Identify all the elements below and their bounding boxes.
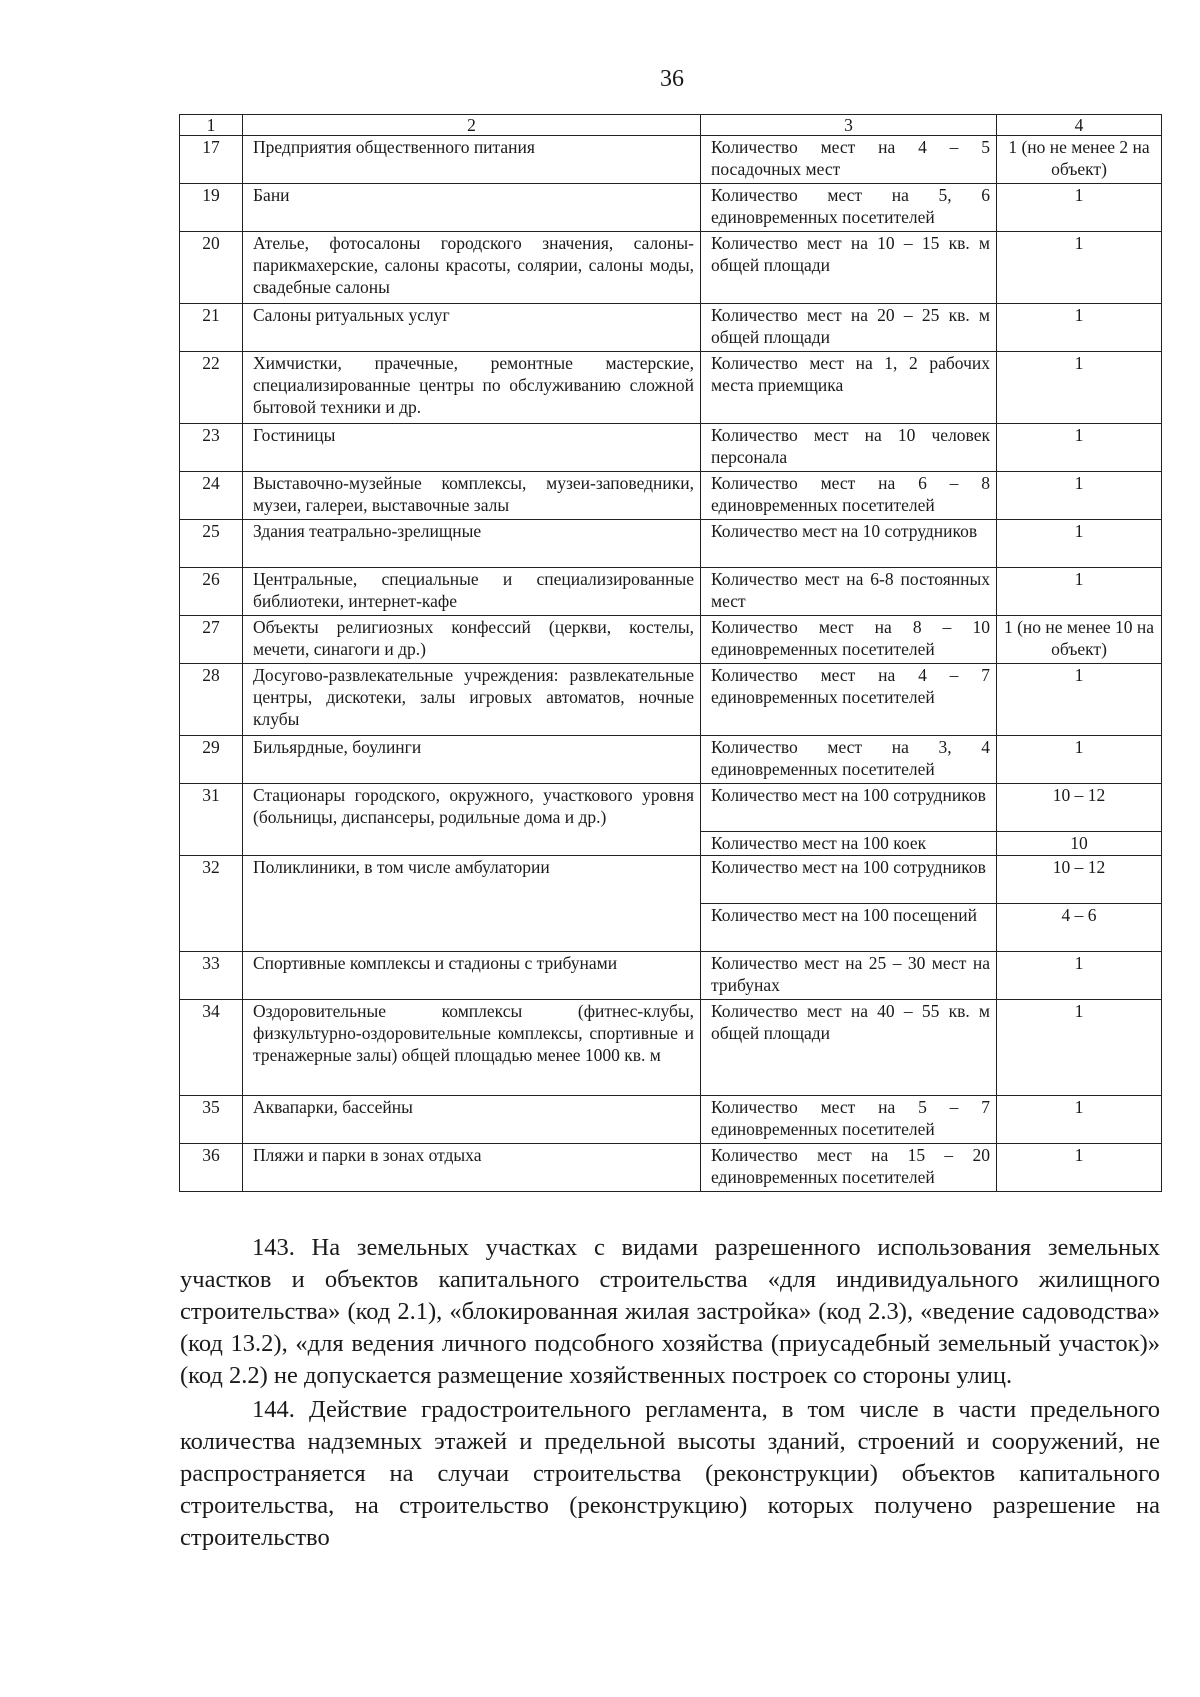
row-number: 28	[180, 664, 243, 736]
calc-unit: Количество мест на 20 – 25 кв. м общей площади	[701, 304, 997, 352]
norm-value: 1	[997, 232, 1162, 304]
calc-unit: Количество мест на 10 сотрудников	[701, 520, 997, 568]
row-number: 34	[180, 1000, 243, 1096]
object-name: Салоны ритуальных услуг	[243, 304, 701, 352]
norm-value: 1	[997, 952, 1162, 1000]
object-name: Аквапарки, бассейны	[243, 1096, 701, 1144]
paragraph-143: 143. На земельных участках с видами разрешенного использования земельных участков и объектов капитального строительства «для индивидуального жилищного строительства» (код 2.1), «блокированная жилая застройка» (код 2.3), «ведение садоводства» (код 13.2), «для ведения личного подсобного хозяйства (приусадебный земельный участок)» (код 2.2) не допускается размещение хозяйственных построек со стороны улиц.	[180, 1234, 1160, 1389]
object-name: Бани	[243, 184, 701, 232]
table-row	[180, 520, 1162, 568]
table-row	[180, 784, 1162, 832]
object-name: Оздоровительные комплексы (фитнес-клубы, физкультурно-оздоровительные комплексы, спортивные и тренажерные залы) общей площадью менее 1000 кв. м	[243, 1000, 701, 1096]
norm-value: 1	[997, 1096, 1162, 1144]
row-number: 19	[180, 184, 243, 232]
norm-value: 1	[997, 568, 1162, 616]
table-row	[180, 952, 1162, 1000]
norm-value: 1	[997, 520, 1162, 568]
row-number: 27	[180, 616, 243, 664]
row-number: 29	[180, 736, 243, 784]
table-row	[180, 616, 1162, 664]
norm-value: 1	[997, 664, 1162, 736]
calc-unit: Количество мест на 25 – 30 мест на трибунах	[701, 952, 997, 1000]
object-name: Ателье, фотосалоны городского значения, салоны-парикмахерские, салоны красоты, солярии, салоны моды, свадебные салоны	[243, 232, 701, 304]
norm-value: 1	[997, 184, 1162, 232]
object-name: Выставочно-музейные комплексы, музеи-заповедники, музеи, галереи, выставочные залы	[243, 472, 701, 520]
object-name: Досугово-развлекательные учреждения: развлекательные центры, дискотеки, залы игровых автоматов, ночные клубы	[243, 664, 701, 736]
object-name: Центральные, специальные и специализированные библиотеки, интернет-кафе	[243, 568, 701, 616]
calc-unit: Количество мест на 3, 4 единовременных посетителей	[701, 736, 997, 784]
norm-value: 1	[997, 472, 1162, 520]
calc-unit: Количество мест на 6-8 постоянных мест	[701, 568, 997, 616]
calc-unit: Количество мест на 5, 6 единовременных посетителей	[701, 184, 997, 232]
norms-table	[179, 114, 1162, 1192]
norm-value: 1	[997, 1000, 1162, 1096]
calc-unit: Количество мест на 10 – 15 кв. м общей площади	[701, 232, 997, 304]
row-number: 17	[180, 136, 243, 184]
row-number: 22	[180, 352, 243, 424]
object-name: Стационары городского, окружного, участкового уровня (больницы, диспансеры, родильные дома и др.)	[243, 784, 701, 856]
norm-value: 1	[997, 352, 1162, 424]
table-row	[180, 136, 1162, 184]
norm-value: 4 – 6	[997, 904, 1162, 952]
row-number: 31	[180, 784, 243, 856]
row-number: 26	[180, 568, 243, 616]
row-number: 21	[180, 304, 243, 352]
norm-value: 1	[997, 736, 1162, 784]
calc-unit: Количество мест на 4 – 5 посадочных мест	[701, 136, 997, 184]
table-header-row	[180, 115, 1162, 136]
object-name: Объекты религиозных конфессий (церкви, костелы, мечети, синагоги и др.)	[243, 616, 701, 664]
row-number: 25	[180, 520, 243, 568]
table-row	[180, 184, 1162, 232]
calc-unit: Количество мест на 10 человек персонала	[701, 424, 997, 472]
table-row	[180, 736, 1162, 784]
norm-value: 1	[997, 304, 1162, 352]
calc-unit: Количество мест на 40 – 55 кв. м общей площади	[701, 1000, 997, 1096]
header-col-4: 4	[997, 115, 1162, 136]
object-name: Поликлиники, в том числе амбулатории	[243, 856, 701, 952]
table-row	[180, 568, 1162, 616]
calc-unit: Количество мест на 4 – 7 единовременных посетителей	[701, 664, 997, 736]
table-row	[180, 1096, 1162, 1144]
table-row	[180, 664, 1162, 736]
row-number: 24	[180, 472, 243, 520]
calc-unit: Количество мест на 1, 2 рабочих места приемщика	[701, 352, 997, 424]
calc-unit: Количество мест на 100 сотрудников	[701, 784, 997, 832]
table-row	[180, 232, 1162, 304]
norm-value: 1 (но не менее 10 на объект)	[997, 616, 1162, 664]
table-row	[180, 304, 1162, 352]
row-number: 35	[180, 1096, 243, 1144]
calc-unit: Количество мест на 8 – 10 единовременных посетителей	[701, 616, 997, 664]
object-name: Пляжи и парки в зонах отдыха	[243, 1144, 701, 1192]
table-row	[180, 1144, 1162, 1192]
norm-value: 10 – 12	[997, 856, 1162, 904]
table-row	[180, 472, 1162, 520]
object-name: Здания театрально-зрелищные	[243, 520, 701, 568]
row-number: 36	[180, 1144, 243, 1192]
row-number: 23	[180, 424, 243, 472]
body-text	[180, 1232, 1160, 1556]
header-col-3: 3	[701, 115, 997, 136]
object-name: Предприятия общественного питания	[243, 136, 701, 184]
row-number: 33	[180, 952, 243, 1000]
object-name: Спортивные комплексы и стадионы с трибунами	[243, 952, 701, 1000]
calc-unit: Количество мест на 6 – 8 единовременных посетителей	[701, 472, 997, 520]
table-row	[180, 856, 1162, 904]
paragraph-144: 144. Действие градостроительного регламента, в том числе в части предельного количества надземных этажей и предельной высоты зданий, строений и сооружений, не распространяется на случаи строительства (реконструкции) объектов капитального строительства, на строительство (реконструкцию) которых получено разрешение на строительство	[180, 1396, 1160, 1551]
table-row	[180, 1000, 1162, 1096]
row-number: 20	[180, 232, 243, 304]
norm-value: 10	[997, 832, 1162, 856]
object-name: Химчистки, прачечные, ремонтные мастерские, специализированные центры по обслуживанию сложной бытовой техники и др.	[243, 352, 701, 424]
table-row	[180, 424, 1162, 472]
header-col-1: 1	[180, 115, 243, 136]
table-row	[180, 352, 1162, 424]
object-name: Гостиницы	[243, 424, 701, 472]
calc-unit: Количество мест на 5 – 7 единовременных посетителей	[701, 1096, 997, 1144]
header-col-2: 2	[243, 115, 701, 136]
calc-unit: Количество мест на 100 посещений	[701, 904, 997, 952]
calc-unit: Количество мест на 100 коек	[701, 832, 997, 856]
norm-value: 1	[997, 424, 1162, 472]
calc-unit: Количество мест на 15 – 20 единовременных посетителей	[701, 1144, 997, 1192]
norm-value: 1 (но не менее 2 на объект)	[997, 136, 1162, 184]
row-number: 32	[180, 856, 243, 952]
page-number: 36	[660, 66, 684, 92]
object-name: Бильярдные, боулинги	[243, 736, 701, 784]
calc-unit: Количество мест на 100 сотрудников	[701, 856, 997, 904]
norm-value: 1	[997, 1144, 1162, 1192]
norm-value: 10 – 12	[997, 784, 1162, 832]
